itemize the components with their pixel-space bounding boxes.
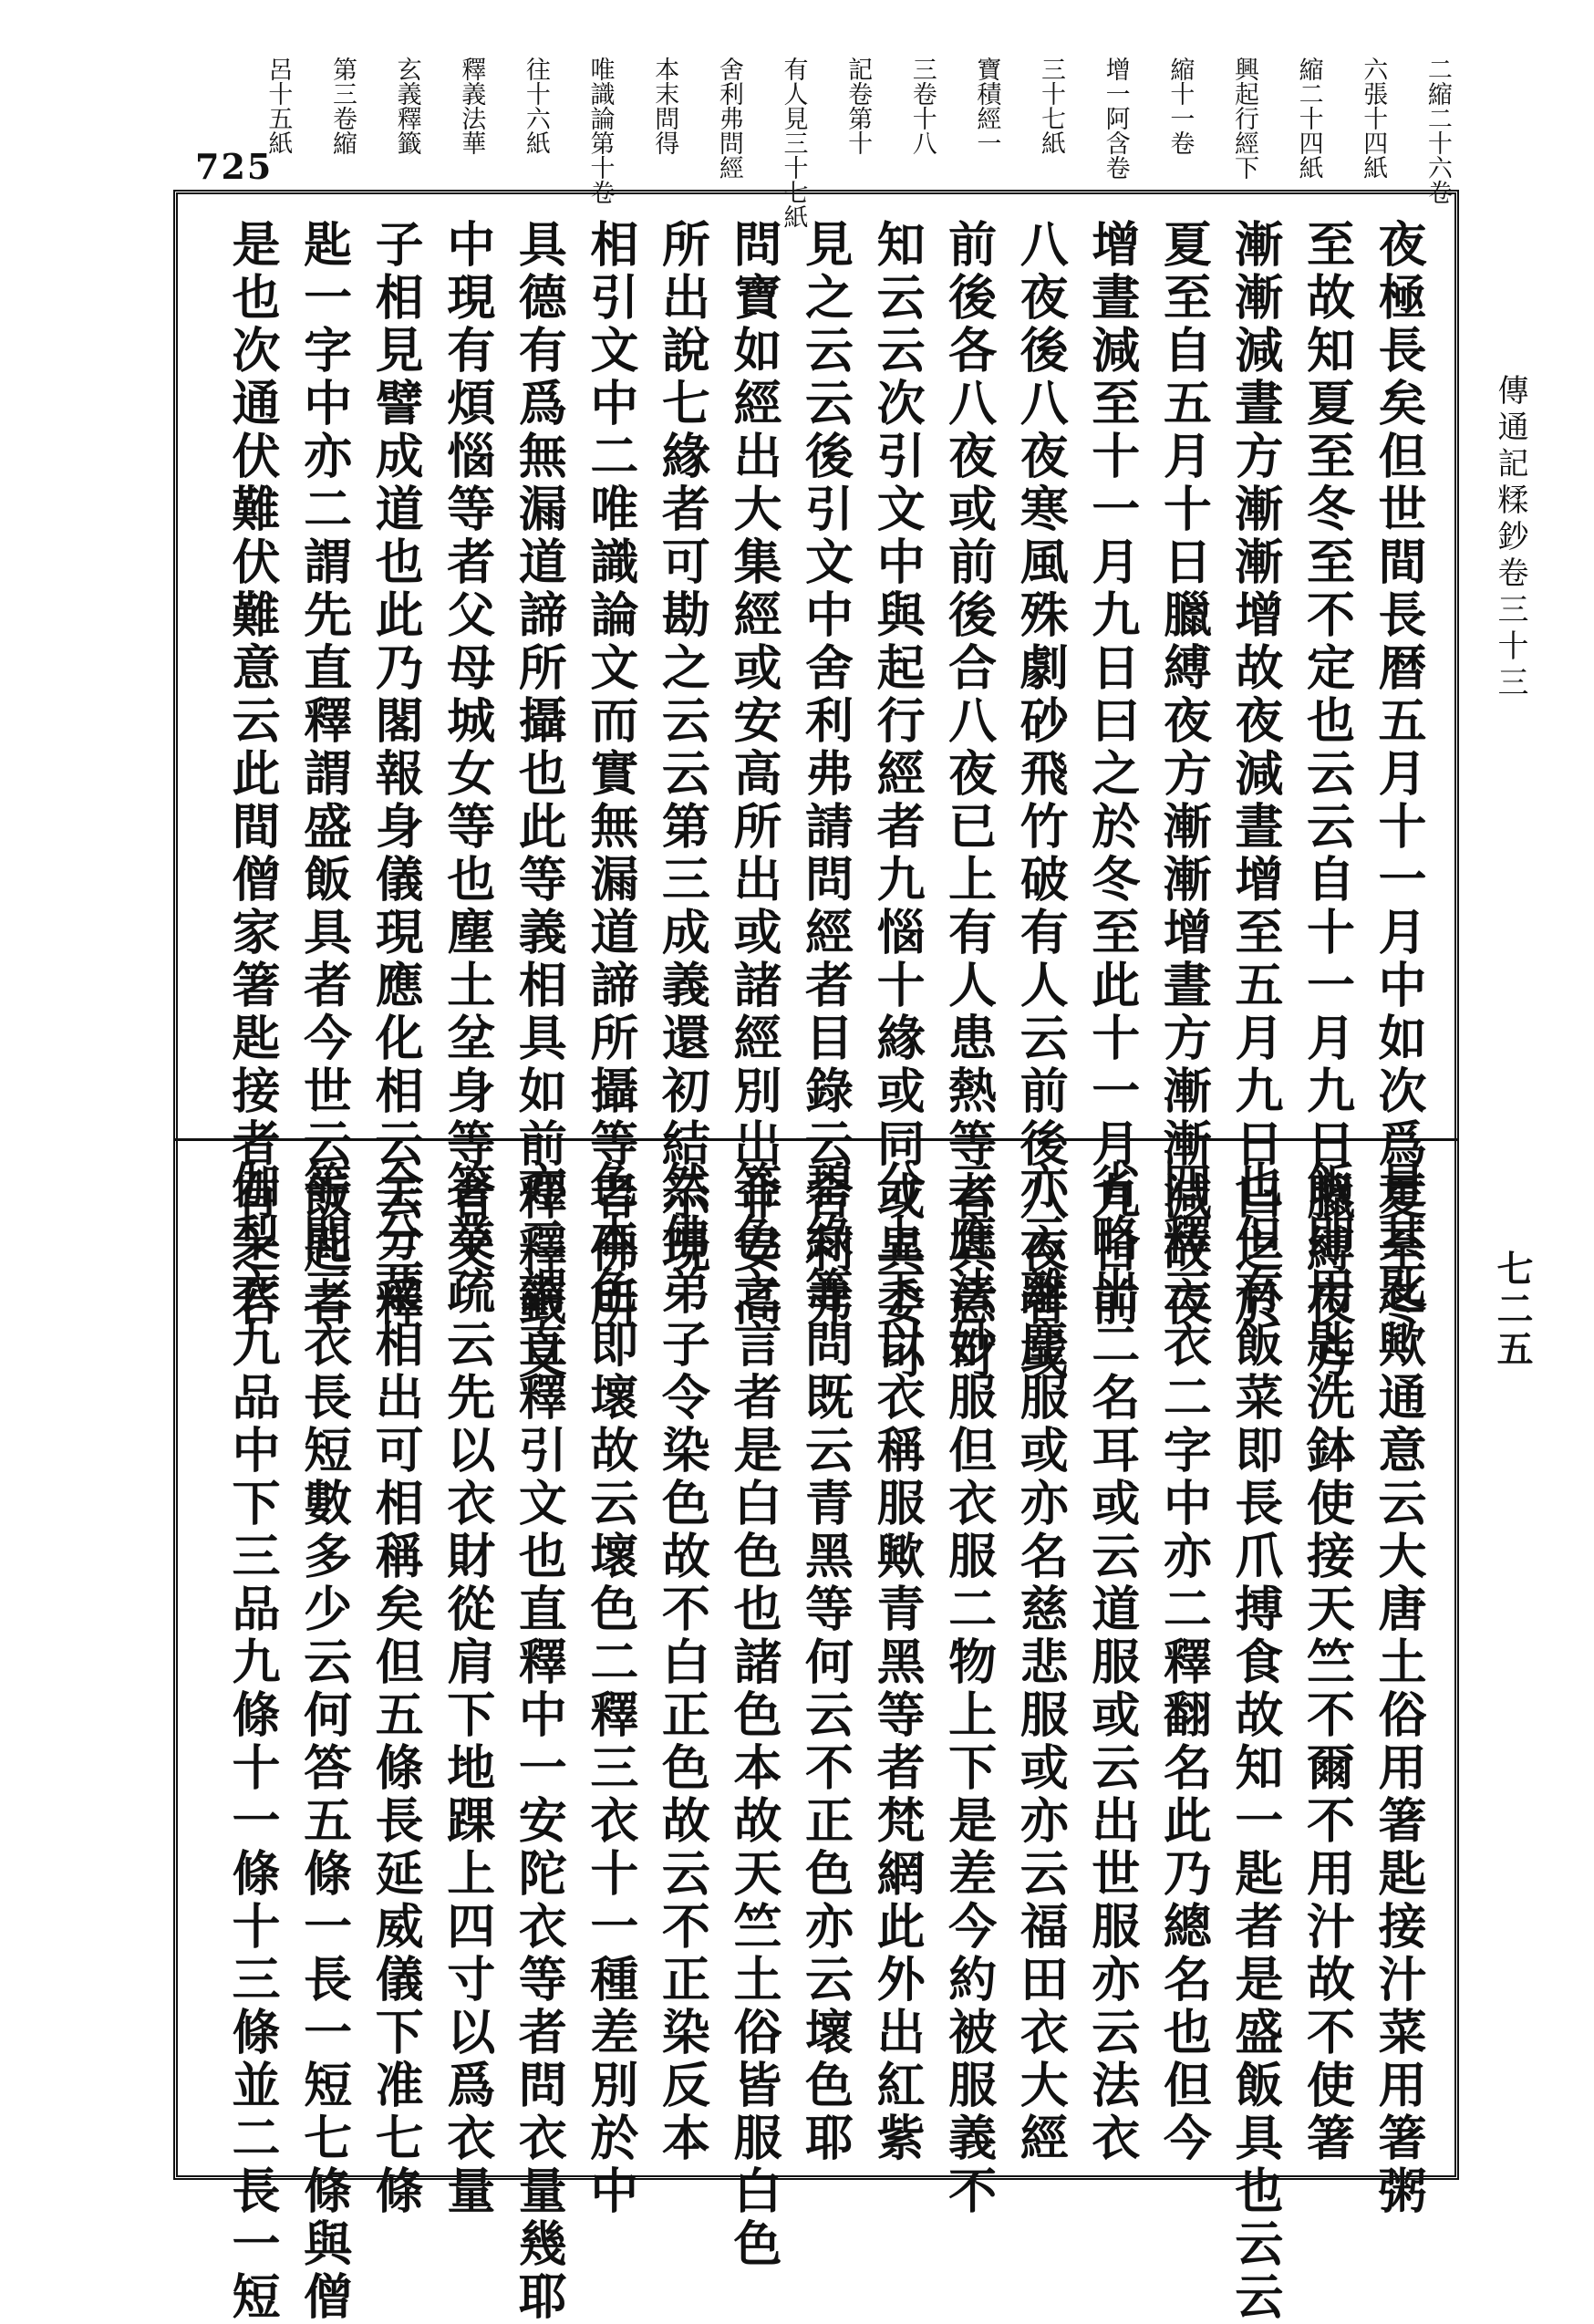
text-column: 前後各八夜或前後合八夜已上有人患熱等者其意可 xyxy=(940,219,998,1383)
text-column: 亦二謂直釋引文也直釋中一安陀衣等者問衣量幾耶 xyxy=(511,1160,568,2324)
lower-text-block xyxy=(224,1160,1427,2324)
text-column: 具德有爲無漏道諦所攝也此等義相具如前釋釋籤文 xyxy=(511,219,568,1383)
note-column: 三卷十八 xyxy=(907,57,937,155)
note-column: 舍利弗問經 xyxy=(714,57,743,180)
note-column: 三十七紙 xyxy=(1037,57,1066,155)
note-column: 本末問得 xyxy=(650,57,679,155)
note-column: 呂十五紙 xyxy=(264,57,293,155)
text-column: 飯即用匙洗鉢使接天竺不爾不用汁故不使箸 xyxy=(1299,1160,1356,2165)
note-column: 增一阿含卷 xyxy=(1101,57,1130,180)
text-column: 子相見譬成道也此乃閣報身儀現應化相云云三釋 xyxy=(367,219,425,1330)
note-column: 記卷第十 xyxy=(844,57,873,155)
text-column: 分上下以衣稱服歟青黑等者梵網此外出紅紫 xyxy=(869,1160,926,2165)
text-column: 四釋三衣二字中亦二釋翻名此乃總名也但今 xyxy=(1155,1160,1213,2165)
note-column: 第三卷縮 xyxy=(327,57,357,155)
text-column: 云應法妙服但衣服二物上下是差今約被服義不 xyxy=(940,1160,998,2218)
note-column: 縮十一卷 xyxy=(1165,57,1195,155)
upper-text-block xyxy=(224,219,1427,1383)
note-column: 興起行經下 xyxy=(1229,57,1258,180)
note-column: 縮二十四紙 xyxy=(1294,57,1323,180)
text-column: 相引文中二唯識論文而實無漏道諦所攝等者佛所 xyxy=(582,219,639,1330)
text-column: 然佛弟子令染色故不白正色故云不正染反本 xyxy=(654,1160,711,2165)
text-column: 知云云次引文中與起行經者九惱十緣或同或異委可 xyxy=(869,219,926,1383)
text-column: 八夜後八夜寒風殊劇砂飛竹破有人云前後八夜者或 xyxy=(1012,219,1070,1383)
text-column: 夜極長矣但世間長暦五月十一月中如次爲夏至冬 xyxy=(1371,219,1427,1330)
note-column: 釋義法華 xyxy=(457,57,486,155)
text-column: 見之云云後引文中舍利弗請問經者目錄云舍利弗 xyxy=(797,219,854,1330)
kanji-page-number: 七二五 xyxy=(1491,1250,1534,1370)
text-column: 是也次通伏難伏難意云此間僧家箸匙接者有之若 xyxy=(224,219,281,1330)
note-column: 二縮二十六卷 xyxy=(1423,57,1452,204)
text-column: 匙一字中亦二謂先直釋謂盛飯具者今世云飯匙者 xyxy=(295,219,353,1330)
note-column: 唯識論第十卷 xyxy=(585,57,615,204)
running-title: 傳通記糅鈔卷三十三 xyxy=(1492,374,1528,702)
text-column: 答業疏云先以衣財從肩下地踝上四寸以爲衣量 xyxy=(439,1160,496,2218)
note-column: 玄義釋籤 xyxy=(392,57,421,155)
text-column: 問寶如經出大集經或安高所出或諸經別出非安高 xyxy=(725,219,782,1330)
text-column: 至故知夏至冬至不定也云云自十一月九日臘縛夜方 xyxy=(1299,219,1356,1383)
text-column: 碧綠等問既云青黑等何云不正色亦云壞色耶 xyxy=(797,1160,854,2165)
note-column: 往十六紙 xyxy=(521,57,550,155)
text-column: 省略出二名耳或云道服或云出世服亦云法衣 xyxy=(1083,1160,1141,2165)
text-column: 夏至自五月十日臘縛夜方漸漸增晝方漸漸減故夜 xyxy=(1155,219,1213,1330)
header-notes xyxy=(264,57,1452,229)
text-column: 也但有飯菜即長爪搏食故知一匙者是盛飯具也云云 xyxy=(1227,1160,1284,2324)
text-column: 全分菜相出可相稱矣但五條長延威儀下准七條 xyxy=(367,1160,425,2218)
text-column: 中現有煩惱等者父母城女等也塵土坌身等者父 xyxy=(439,219,496,1277)
text-column: 伽梨衣九品中下三品九條十一條十三條並二長一短 xyxy=(224,1160,281,2324)
text-column: 所出說七緣者可勘之云云第三成義還初結示現 xyxy=(654,219,711,1277)
text-column: 增晝減至十一月九日曰之於冬至此十一月九日前 xyxy=(1083,219,1141,1330)
note-column: 寶積經一 xyxy=(972,57,1001,155)
text-column: 是其匙歟通意云大唐土俗用箸匙接汁菜用箸粥 xyxy=(1371,1160,1427,2218)
text-column: 亦云離塵服或亦名慈悲服或亦云福田衣大經 xyxy=(1012,1160,1070,2165)
text-column: 等問三衣長短數多少云何答五條一長一短七條與僧 xyxy=(295,1160,353,2324)
text-column: 漸漸減晝方漸漸增故夜減晝增至五月九日曰之於 xyxy=(1227,219,1284,1330)
note-column: 六張十四紙 xyxy=(1359,57,1388,180)
page-number: 725 xyxy=(195,146,274,187)
note-column: 有人見三十七紙 xyxy=(779,57,808,229)
text-column: 色本色即壞故云壞色二釋三衣十一種差別於中 xyxy=(582,1160,639,2218)
text-column: 答色之言者是白色也諸色本故天竺土俗皆服白色 xyxy=(725,1160,782,2271)
